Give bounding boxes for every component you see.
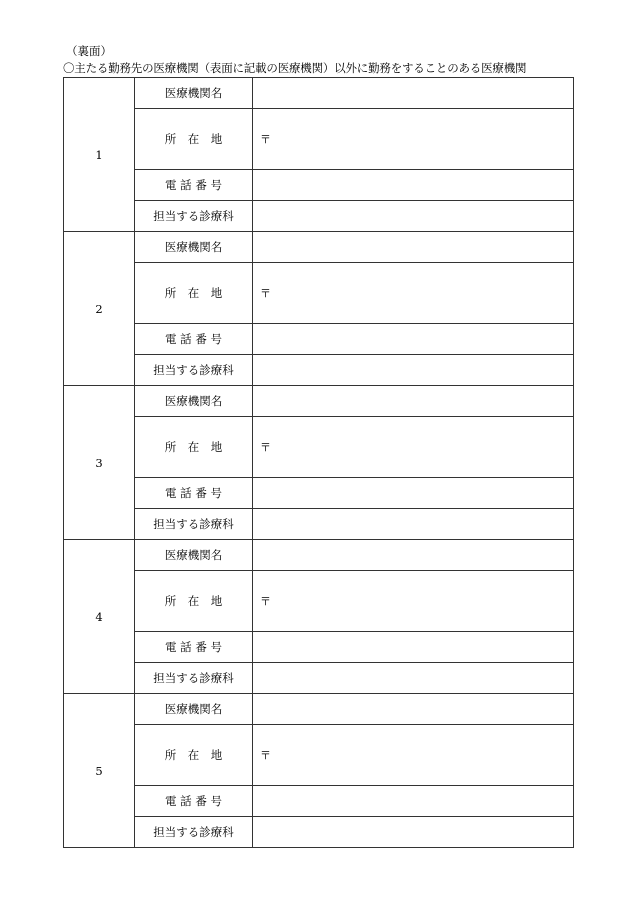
phone-label: 電 話 番 号 <box>135 324 253 355</box>
phone-field[interactable] <box>253 786 574 817</box>
phone-field[interactable] <box>253 170 574 201</box>
department-field[interactable] <box>253 355 574 386</box>
address-label: 所 在 地 <box>135 263 253 324</box>
entry-row-department <box>64 817 574 848</box>
department-field[interactable] <box>253 663 574 694</box>
facility-name-field[interactable] <box>253 540 574 571</box>
entry-row-address <box>64 263 574 324</box>
phone-field[interactable] <box>253 478 574 509</box>
entry-row-department <box>64 355 574 386</box>
entry-number: 2 <box>64 232 135 386</box>
address-field[interactable] <box>253 571 574 632</box>
department-field[interactable] <box>253 201 574 232</box>
entry-row-phone <box>64 478 574 509</box>
phone-label: 電 話 番 号 <box>135 632 253 663</box>
postal-mark-icon: 〒 <box>260 441 271 454</box>
facility-name-label: 医療機関名 <box>135 694 253 725</box>
entry-row-address <box>64 109 574 170</box>
entry-row-department <box>64 663 574 694</box>
department-field[interactable] <box>253 509 574 540</box>
entry-number: 4 <box>64 540 135 694</box>
address-label: 所 在 地 <box>135 109 253 170</box>
facility-name-field[interactable] <box>253 232 574 263</box>
entry-row-phone <box>64 170 574 201</box>
entry-number: 3 <box>64 386 135 540</box>
department-label: 担当する診療科 <box>135 663 253 694</box>
postal-mark-icon: 〒 <box>260 133 271 146</box>
facility-name-label: 医療機関名 <box>135 386 253 417</box>
entry-row-address <box>64 725 574 786</box>
phone-field[interactable] <box>253 324 574 355</box>
facility-table-body <box>64 78 574 848</box>
address-field[interactable] <box>253 725 574 786</box>
entry-row-facility-name <box>64 386 574 417</box>
form-heading: 〇主たる勤務先の医療機関（表面に記載の医療機関）以外に勤務をすることのある医療機関 <box>63 61 527 75</box>
address-field[interactable] <box>253 109 574 170</box>
department-label: 担当する診療科 <box>135 817 253 848</box>
phone-label: 電 話 番 号 <box>135 170 253 201</box>
phone-label: 電 話 番 号 <box>135 478 253 509</box>
address-field[interactable] <box>253 417 574 478</box>
entry-row-address <box>64 571 574 632</box>
postal-mark-icon: 〒 <box>260 287 271 300</box>
facility-name-label: 医療機関名 <box>135 78 253 109</box>
entry-row-department <box>64 509 574 540</box>
phone-field[interactable] <box>253 632 574 663</box>
entry-row-facility-name <box>64 232 574 263</box>
entry-row-address <box>64 417 574 478</box>
facility-name-field[interactable] <box>253 78 574 109</box>
facility-name-label: 医療機関名 <box>135 540 253 571</box>
address-label: 所 在 地 <box>135 571 253 632</box>
entry-number: 5 <box>64 694 135 848</box>
department-label: 担当する診療科 <box>135 509 253 540</box>
postal-mark-icon: 〒 <box>260 749 271 762</box>
entry-row-phone <box>64 786 574 817</box>
facility-name-field[interactable] <box>253 386 574 417</box>
page-side-label: （裏面） <box>66 44 112 58</box>
entry-row-facility-name <box>64 540 574 571</box>
department-field[interactable] <box>253 817 574 848</box>
entry-number: 1 <box>64 78 135 232</box>
postal-mark-icon: 〒 <box>260 595 271 608</box>
facility-name-field[interactable] <box>253 694 574 725</box>
entry-row-phone <box>64 324 574 355</box>
entry-row-phone <box>64 632 574 663</box>
entry-row-facility-name <box>64 78 574 109</box>
phone-label: 電 話 番 号 <box>135 786 253 817</box>
address-label: 所 在 地 <box>135 417 253 478</box>
department-label: 担当する診療科 <box>135 355 253 386</box>
address-label: 所 在 地 <box>135 725 253 786</box>
entry-row-department <box>64 201 574 232</box>
department-label: 担当する診療科 <box>135 201 253 232</box>
facility-table <box>63 77 574 848</box>
entry-row-facility-name <box>64 694 574 725</box>
facility-name-label: 医療機関名 <box>135 232 253 263</box>
address-field[interactable] <box>253 263 574 324</box>
